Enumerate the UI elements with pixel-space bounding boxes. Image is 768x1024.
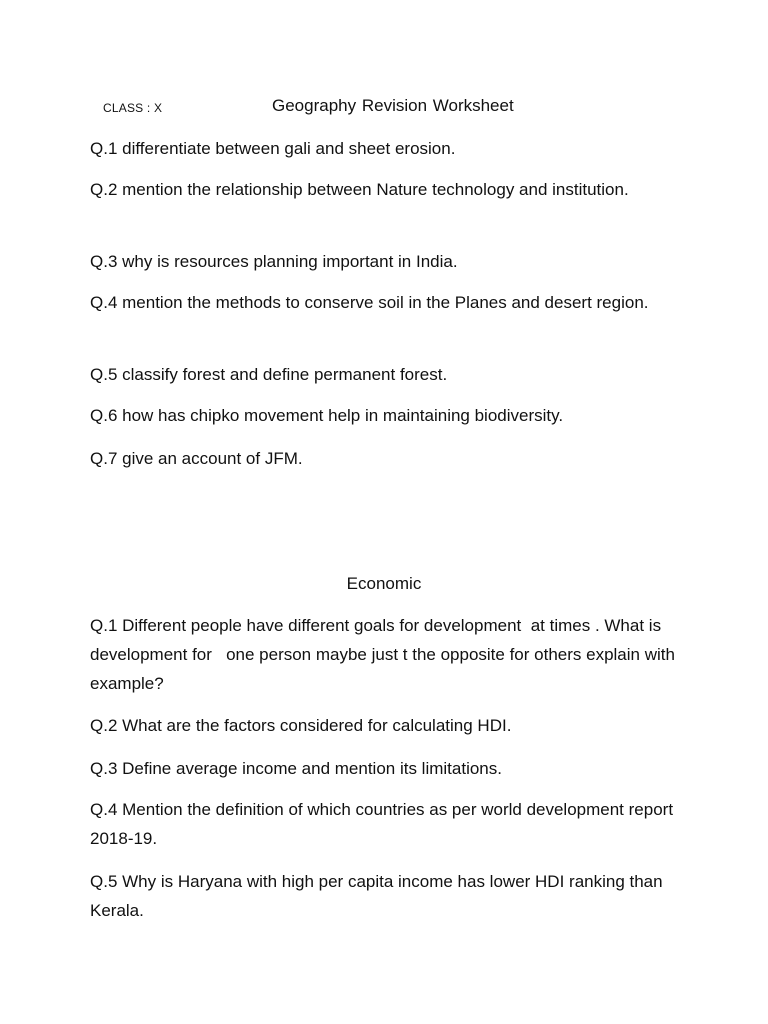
economic-question-3: Q.3 Define average income and mention its limitations. (90, 759, 502, 778)
economic-question-2: Q.2 What are the factors considered for calculating HDI. (90, 716, 512, 735)
geography-question-7: Q.7 give an account of JFM. (90, 449, 303, 468)
geography-question-6: Q.6 how has chipko movement help in maintaining biodiversity. (90, 406, 564, 425)
geography-question-3: Q.3 why is resources planning important in India. (90, 252, 458, 271)
class-label: CLASS : X (103, 101, 163, 115)
economic-section-heading: Economic (346, 574, 422, 593)
economic-question-5: Q.5 Why is Haryana with high per capita income has lower HDI ranking than Kerala. (90, 872, 668, 920)
geography-question-4: Q.4 mention the methods to conserve soil in the Planes and desert region. (90, 293, 649, 312)
economic-question-4: Q.4 Mention the definition of which countries as per world development report 2018-19. (90, 800, 678, 848)
economic-question-1: Q.1 Different people have different goals for development at times . What is development for one person maybe just t the opposite for others explain with example? (90, 616, 680, 693)
geography-question-1: Q.1 differentiate between gali and sheet erosion. (90, 139, 456, 158)
geography-question-5: Q.5 classify forest and define permanent forest. (90, 365, 448, 384)
geography-question-2: Q.2 mention the relationship between Nature technology and institution. (90, 180, 629, 199)
worksheet-title: Geography Revision Worksheet (272, 96, 514, 115)
